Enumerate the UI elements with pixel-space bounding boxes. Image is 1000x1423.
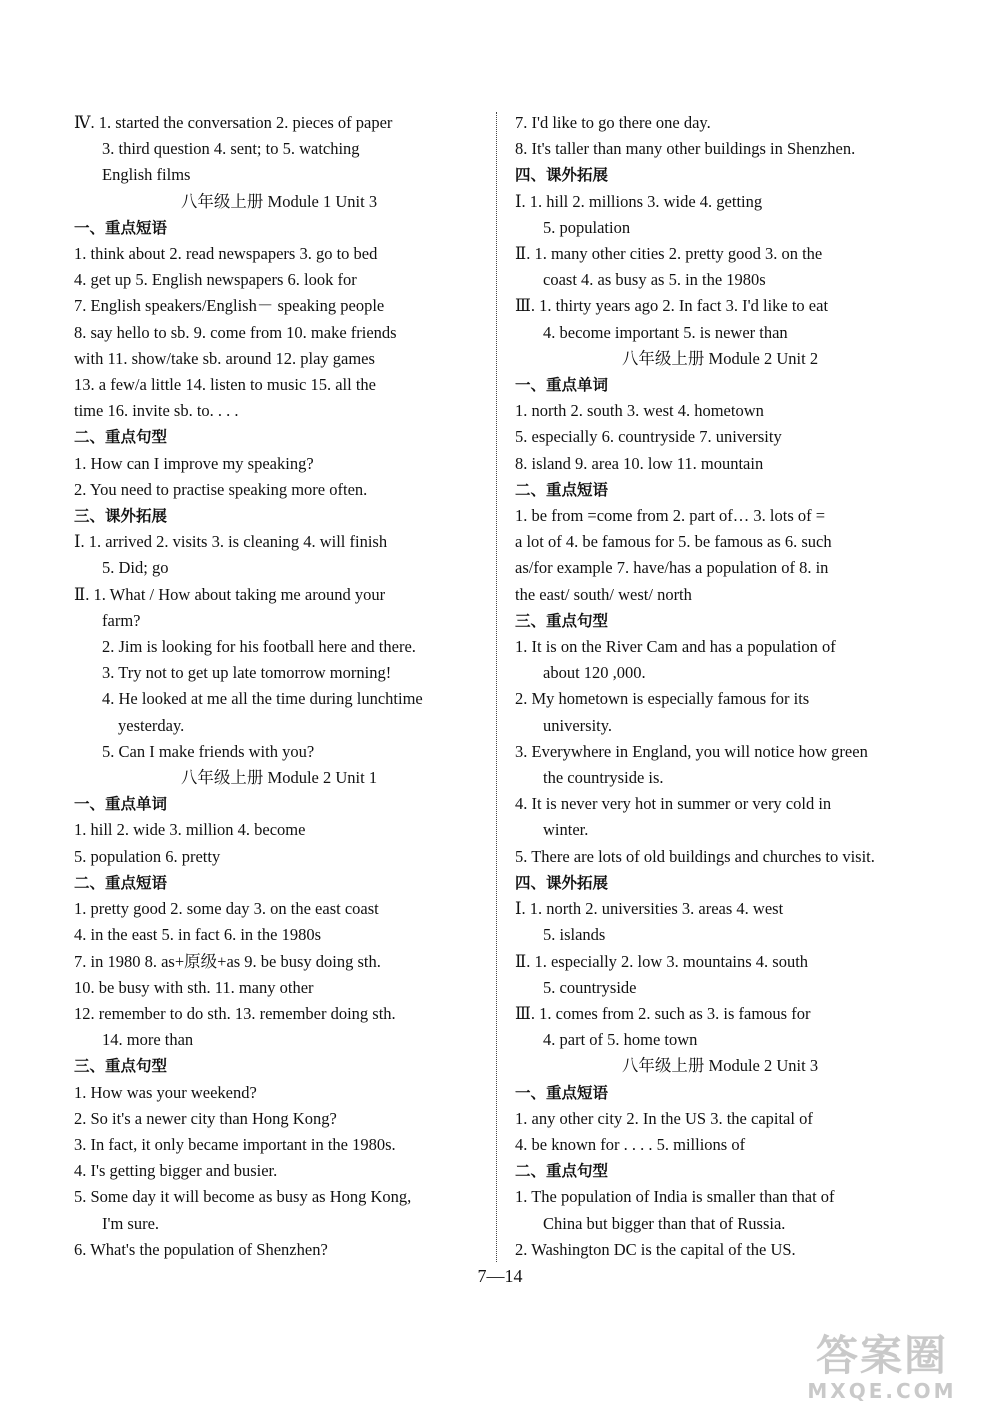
text-line: I'm sure. (102, 1213, 160, 1233)
text-line: time 16. invite sb. to. . . . (74, 401, 239, 421)
text-line: 1. The population of India is smaller than that of (515, 1187, 835, 1207)
text-line: Ⅱ. 1. many other cities 2. pretty good 3. on the (515, 244, 823, 264)
text-line: 5. Some day it will become as busy as Hong Kong, (74, 1187, 412, 1207)
text-line: about 120 ,000. (543, 663, 646, 683)
text-line: 6. What's the population of Shenzhen? (74, 1239, 328, 1259)
section-heading: 四、课外拓展 (515, 166, 609, 185)
text-line: 3. third question 4. sent; to 5. watching (102, 139, 360, 159)
text-line: 1. How was your weekend? (74, 1082, 257, 1102)
unit-title: 八年级上册 Module 1 Unit 3 (180, 191, 378, 211)
text-line: 1. be from =come from 2. part of… 3. lots of = (515, 506, 826, 526)
unit-title: 八年级上册 Module 2 Unit 3 (621, 1056, 819, 1076)
text-line: 4. He looked at me all the time during lunchtime (102, 689, 423, 709)
text-line: Ⅱ. 1. What / How about taking me around your (74, 584, 386, 604)
text-line: Ⅰ. 1. hill 2. millions 3. wide 4. getting (515, 191, 763, 211)
text-line: 5. islands (543, 925, 606, 945)
text-line: 7. I'd like to go there one day. (515, 113, 711, 132)
text-line: the countryside is. (543, 768, 664, 788)
text-line: English films (102, 165, 191, 185)
text-line: 8. It's taller than many other buildings in Shenzhen. (515, 139, 856, 159)
text-line: with 11. show/take sb. around 12. play games (74, 348, 375, 368)
text-line: Ⅱ. 1. especially 2. low 3. mountains 4. south (515, 951, 809, 971)
section-heading: 四、课外拓展 (515, 873, 609, 892)
watermark-text: 答案圈 (815, 1331, 948, 1380)
text-line: 5. Can I make friends with you? (102, 741, 315, 761)
watermark-logo (782, 1333, 982, 1413)
text-line: 7. in 1980 8. as+原级+as 9. be busy doing sth. (74, 951, 381, 971)
section-heading: 二、重点短语 (515, 480, 609, 499)
section-heading: 三、重点句型 (74, 1057, 168, 1076)
text-line: 4. I's getting bigger and busier. (74, 1161, 278, 1181)
text-line: 4. in the east 5. in fact 6. in the 1980s (74, 925, 321, 945)
text-line: China but bigger than that of Russia. (543, 1213, 786, 1233)
text-line: 3. In fact, it only became important in the 1980s. (74, 1134, 396, 1154)
text-line: 5. population 6. pretty (74, 846, 221, 866)
text-line: Ⅳ. 1. started the conversation 2. pieces of paper (74, 113, 393, 132)
text-line: 2. You need to practise speaking more often. (74, 479, 368, 499)
left-column (74, 110, 484, 1263)
text-line: university. (543, 715, 613, 735)
text-line: Ⅰ. 1. north 2. universities 3. areas 4. west (515, 899, 784, 919)
page-number: 7—14 (477, 1266, 523, 1286)
text-line: coast 4. as busy as 5. in the 1980s (543, 270, 766, 290)
text-line: 1. north 2. south 3. west 4. hometown (515, 401, 764, 421)
section-heading: 一、重点单词 (74, 795, 168, 814)
column-divider (496, 112, 497, 1262)
text-line: 2. So it's a newer city than Hong Kong? (74, 1108, 337, 1128)
unit-title: 八年级上册 Module 2 Unit 2 (621, 348, 819, 368)
text-line: 1. pretty good 2. some day 3. on the east coast (74, 899, 379, 919)
text-line: 4. It is never very hot in summer or very cold in (515, 794, 832, 814)
text-line: 3. Everywhere in England, you will notice how green (515, 741, 868, 761)
text-line: 4. become important 5. is newer than (543, 322, 788, 342)
watermark-url: MXQE.COM (807, 1379, 957, 1403)
text-line: Ⅰ. 1. arrived 2. visits 3. is cleaning 4. will finish (74, 532, 388, 552)
right-column (515, 110, 925, 1263)
text-line: winter. (543, 820, 589, 840)
section-heading: 一、重点短语 (515, 1083, 609, 1102)
text-line: 14. more than (102, 1030, 194, 1050)
text-line: 5. There are lots of old buildings and churches to visit. (515, 846, 875, 866)
text-line: 8. say hello to sb. 9. come from 10. make friends (74, 322, 397, 342)
text-line: Ⅲ. 1. comes from 2. such as 3. is famous for (515, 1003, 811, 1023)
text-line: 3. Try not to get up late tomorrow morning! (102, 663, 392, 683)
text-line: 1. hill 2. wide 3. million 4. become (74, 820, 306, 840)
section-heading: 二、重点句型 (515, 1162, 609, 1181)
text-line: 1. think about 2. read newspapers 3. go to bed (74, 244, 378, 264)
text-line: 5. countryside (543, 977, 637, 997)
text-line: 1. It is on the River Cam and has a population of (515, 637, 836, 657)
section-heading: 一、重点单词 (515, 376, 609, 395)
text-line: farm? (102, 610, 141, 630)
text-line: 1. How can I improve my speaking? (74, 453, 314, 473)
text-line: 2. My hometown is especially famous for its (515, 689, 810, 709)
text-line: 10. be busy with sth. 11. many other (74, 977, 314, 997)
text-line: 2. Jim is looking for his football here and there. (102, 637, 416, 657)
text-line: 4. get up 5. English newspapers 6. look for (74, 270, 357, 290)
text-line: 4. part of 5. home town (543, 1030, 698, 1050)
text-line: 4. be known for . . . . 5. millions of (515, 1134, 746, 1154)
text-line: Ⅲ. 1. thirty years ago 2. In fact 3. I'd like to eat (515, 296, 829, 316)
text-line: a lot of 4. be famous for 5. be famous as 6. such (515, 532, 832, 552)
text-line: 1. any other city 2. In the US 3. the capital of (515, 1108, 813, 1128)
section-heading: 一、重点短语 (74, 218, 168, 237)
text-line: the east/ south/ west/ north (515, 584, 692, 604)
text-line: 2. Washington DC is the capital of the US. (515, 1239, 796, 1259)
text-line: 8. island 9. area 10. low 11. mountain (515, 453, 764, 473)
unit-title: 八年级上册 Module 2 Unit 1 (180, 768, 378, 788)
text-line: 5. Did; go (102, 558, 169, 578)
section-heading: 三、课外拓展 (74, 507, 168, 526)
section-heading: 二、重点短语 (74, 873, 168, 892)
section-heading: 二、重点句型 (74, 428, 168, 447)
text-line: 5. especially 6. countryside 7. university (515, 427, 782, 447)
text-line: 13. a few/a little 14. listen to music 15. all the (74, 375, 376, 395)
text-line: as/for example 7. have/has a population of 8. in (515, 558, 829, 578)
section-heading: 三、重点句型 (515, 611, 609, 630)
text-line: 5. population (543, 217, 631, 237)
text-line: yesterday. (118, 715, 185, 735)
text-line: 7. English speakers/English－ speaking people (74, 296, 385, 316)
text-line: 12. remember to do sth. 13. remember doing sth. (74, 1003, 396, 1023)
